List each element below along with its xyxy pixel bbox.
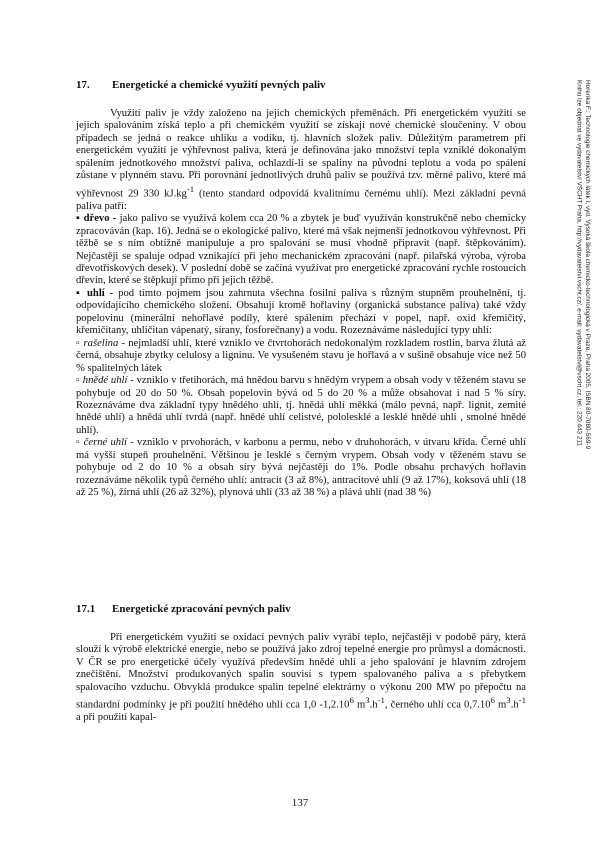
page-number: 137 — [291, 797, 309, 809]
list-item-drevo: ▪ dřevo - jako palivo se využívá kolem cca 20 % a zbytek je buď využíván konstrukčně nebo chemicky zpracováván (kap. 16). Jedná se o ekologické palivo, které má však nejmenší jednotkovou výhřevnost. Při těžbě se s ním obtížně manipuluje a pro spalování se musí vhodně připravit (např. štěpkováním). Nejčastěji se spaluje odpad vznikající při jeho mechanickém zpracování (např. pilařská výroba, výroba dřevotřískových desek). V poslední době se začíná využívat pro energetické zpracování rychle rostoucích dřevin, které se štěpkují přímo při jejich těžbě. — [76, 213, 526, 287]
sidebar-line-2: Knihu lze objednat ve vydavatelství VŠCHT Praha, http://vydavatelstvi.vscht.cz/, e-mail: vydavatelstvi@vscht.cz, tel.: 220 443 211 — [575, 80, 583, 447]
publication-info-sidebar — [574, 80, 591, 640]
section-title: Energetické a chemické využití pevných paliv — [112, 79, 326, 91]
term-raselina: rašelina — [83, 337, 119, 349]
energy-paragraph: Při energetickém využití se oxidací pevných paliv vyrábí teplo, nejčastěji v podobě páry, která slouží k výrobě elektrické energie, nebo se používá jako zdroj tepelné energie pro průmysl a domácnosti. V ČR se pro energetické účely využívá především hnědé uhlí a jeho spalování je hlavním zdrojem znečištění. Množství produkovaných spalin souvisí s typem spalovaného paliva a s přebytkem spalovacího vzduchu. Obvyklá produkce spalin tepelné elektrárny o výkonu 200 MW po přepočtu na standardní podmínky je při použití hnědého uhlí cca 1,0 -1,2.10$^6$ $m^3.h^{-1}$, černého uhlí cca 0,7.10$^6$ $m^3.h^{-1}$ a při použití kapal- — [76, 632, 526, 724]
subsection-number: 17.1 — [76, 603, 96, 615]
section-17-body — [76, 108, 526, 500]
subsection-title: Energetické zpracování pevných paliv — [112, 603, 291, 615]
sublist-item-cerne-uhli: ▫ černé uhlí - vzniklo v prvohorách, v karbonu a permu, nebo v druhohorách, v útvaru křída. Černé uhlí má vyšší stupeň prouhelnění. Většinou je lesklé s černým vrypem. Obsah vody v těženém stavu se pohybuje od 2 do 10 % a obsah síry bývá nejčastěji do 1%. Podle obsahu prchavých hořlavin rozeznáváme několik typů černého uhlí: antracit (3 až 8%), antracitové uhlí (9 až 17%), koksová uhlí (18 až 25 %), žírná uhlí (26 až 32%), plynová uhlí (33 až 38 %) a plává uhlí (nad 38 %) — [76, 437, 527, 499]
section-heading-17 — [76, 79, 326, 91]
section-number: 17. — [76, 79, 90, 91]
term-drevo: dřevo - — [83, 213, 117, 225]
sidebar-line-1: Horenka F.: Technologie chemických látek I, vyd. Vysoká škola chemicko-technologická v Praze, Praha 2005, ISBN 80-7080-569-9 — [584, 80, 592, 450]
term-hnede-uhli: hnědé uhlí — [82, 375, 128, 387]
sublist-item-raselina: ▫ rašelina - nejmladší uhlí, které vzniklo ve čtvrtohorách nedokonalým rozkladem rostlin, barva žlutá až černá, obsahuje zbytky celulosy a ligninu. Ve vysušeném stavu je hořlavá a v sušině obsahuje více než 50 % spalitelných látek — [76, 337, 527, 374]
list-item-uhli: ▪ uhlí - pod tímto pojmem jsou zahrnuta všechna fosilní paliva s různým stupněm prouhelnění, tj. odpovídajícího chemického složení. Obsahují kromě hořlaviny (organická substance paliva) také vždy popelovinu (minerální nehořlavé podíly, které spálením přechází v popel, např. oxid křemičitý, křemičitany, uhličitan vápenatý, sírany, fosforečnany) a vodu. Rozeznáváme následující typy uhlí: — [76, 287, 526, 337]
section-17-1-body — [76, 632, 526, 725]
intro-paragraph: Využití paliv je vždy založeno na jejich chemických přeměnách. Při energetickém využití se jejich spalováním získá teplo a při chemickém využití se získají nové chemické sloučeniny. V obou případech se jedná o reakce uhlíku a vodíku, tj. hlavních složek paliv. Důležitým parametrem při energetickém využití je výhřevnost paliva, která je definována jako množství tepla vzniklé dokonalým spálením jednotkového množství paliva, ochlazdí-li se spaliny na původní teplotu a voda po spálení zůstane v plynném stavu. Při porovnání jednotlivých druhů paliv se používá tzv. měrné palivo, které má výhřevnost 29 330 $kJ.kg^{-1}$ (tento standard odpovídá kvalitnímu černému uhlí). Mezi základní pevná paliva patří: — [76, 108, 526, 212]
term-cerne-uhli: černé uhlí — [83, 437, 127, 449]
term-uhli: uhlí - — [87, 287, 114, 299]
sublist-item-hnede-uhli: ▫ hnědé uhlí - vzniklo v třetihorách, má hnědou barvu s hnědým vrypem a obsah vody v těženém stavu se pohybuje od 20 do 50 %. Obsah popelovin bývá od 5 do 20 % a může obsahovat i nad 5 % síry. Rozeznáváme dva základní typy hnědého uhlí, tj. hnědá uhlí měkká (málo pevná, např. lignit, zemité hnědé uhlí) a hnědá uhlí tvrdá (např. hnědé uhlí celistvé, pololesklé a lesklé hnědé uhlí , smolné hnědé uhlí). — [76, 375, 526, 436]
section-heading-17-1 — [76, 603, 291, 615]
